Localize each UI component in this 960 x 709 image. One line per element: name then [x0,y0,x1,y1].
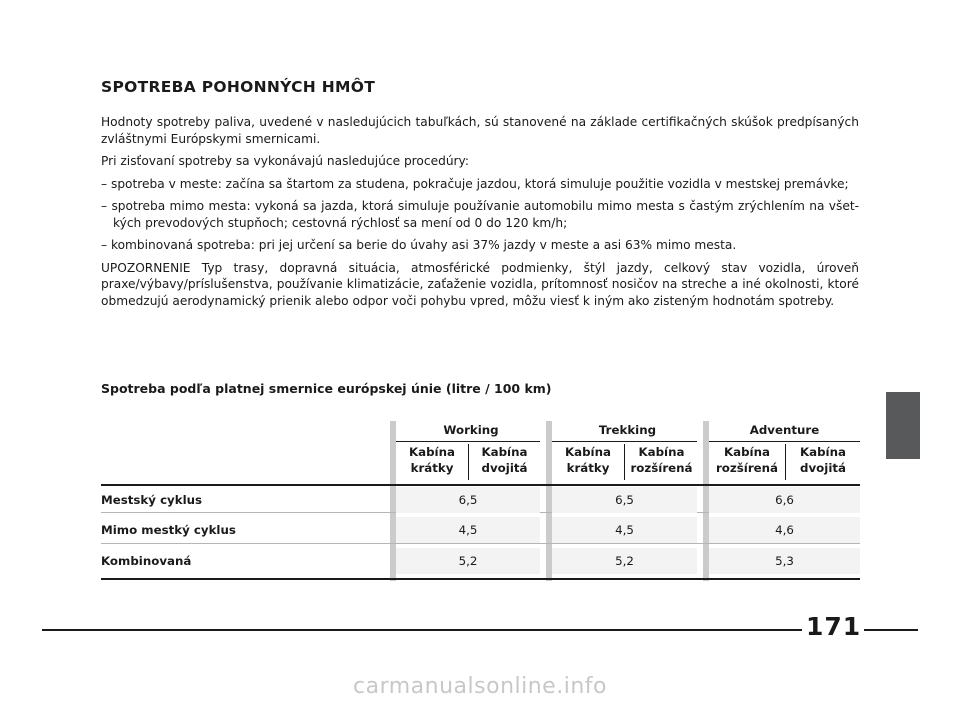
value-extra-urban-working: 4,5 [458,523,478,537]
watermark: carmanualsonline.info [353,674,607,699]
table-bottom-rule [101,578,860,580]
section-tab-marker [886,392,920,459]
warning-paragraph: UPOZORNENIE Typ trasy, dopravná situácia, atmosférické podmienky, štýl jazdy, celkový stav vozidla, úroveň praxe/výbavy/príslušenstva, používanie klimatizácie, zaťaženie vozidla, prítomnosť nosičov na streche a iné okolnosti, ktoré obmedzujú aerodynamický prienik alebo odpor voči pohybu vpred, môžu viesť k iným ako zisteným hodnotám spotreby. [101,260,859,308]
row-label-extra-urban: Mimo mestký cyklus [101,523,236,537]
body-text [101,114,859,315]
value-combined-working: 5,2 [458,554,478,568]
value-combined-trekking: 5,2 [615,554,634,568]
footer-rule-left [42,629,802,631]
subheader-adventure-1: Kabína rozšírená [715,445,779,475]
group-header-working: Working [443,423,499,437]
city-consumption-item: – spotreba v meste: začína sa štartom za studena, pokračuje jazdou, ktorá simuluje použitie vozidla v mestskej premávke; [101,176,849,191]
value-city-working: 6,5 [458,493,478,507]
value-extra-urban-adventure: 4,6 [775,523,794,537]
value-city-adventure: 6,6 [775,493,794,507]
group-header-adventure: Adventure [749,423,820,437]
intro-paragraph: Hodnoty spotreby paliva, uvedené v nasledujúcich tabuľkách, sú stanovené na základe certifikačných skúšok predpísaných zvláštnymi Európskymi smernicami. [101,115,859,146]
row-separator [101,543,860,544]
table-header-rule [101,484,860,486]
subheader-working-2: Kabína dvojitá [481,445,528,475]
group-underline [396,441,540,442]
footer-rule-right [864,629,918,631]
value-combined-adventure: 5,3 [775,554,794,568]
page-number: 171 [806,612,862,641]
extra-urban-consumption-item: – spotreba mimo mesta: vykoná sa jazda, ktorá simuluje používanie automobilu mimo mesta s častým zrýchlením na všet-kých prevodových stupňoch; cestovná rýchlosť sa mení od 0 do 120 km/h; [101,199,859,230]
value-city-trekking: 6,5 [615,493,634,507]
procedures-intro: Pri zisťovaní spotreby sa vykonávajú nasledujúce procedúry: [101,154,469,168]
subheader-trekking-2: Kabína rozšírená [630,445,693,475]
row-label-city: Mestský cyklus [101,493,203,507]
subheader-adventure-2: Kabína dvojitá [800,445,846,475]
combined-consumption-item: – kombinovaná spotreba: pri jej určení sa berie do úvahy asi 37% jazdy v meste a asi 63% mimo mesta. [101,238,737,252]
value-extra-urban-trekking: 4,5 [615,523,634,537]
section-title: SPOTREBA POHONNÝCH HMÔT [101,78,376,96]
row-label-combined: Kombinovaná [101,554,192,568]
subheader-trekking-1: Kabína krátky [565,445,611,475]
group-header-trekking: Trekking [598,423,657,437]
group-underline [552,441,697,442]
subheader-working-1: Kabína krátky [409,445,455,475]
table-caption: Spotreba podľa platnej smernice európskej únie (litre / 100 km) [101,381,552,396]
group-underline [709,441,860,442]
